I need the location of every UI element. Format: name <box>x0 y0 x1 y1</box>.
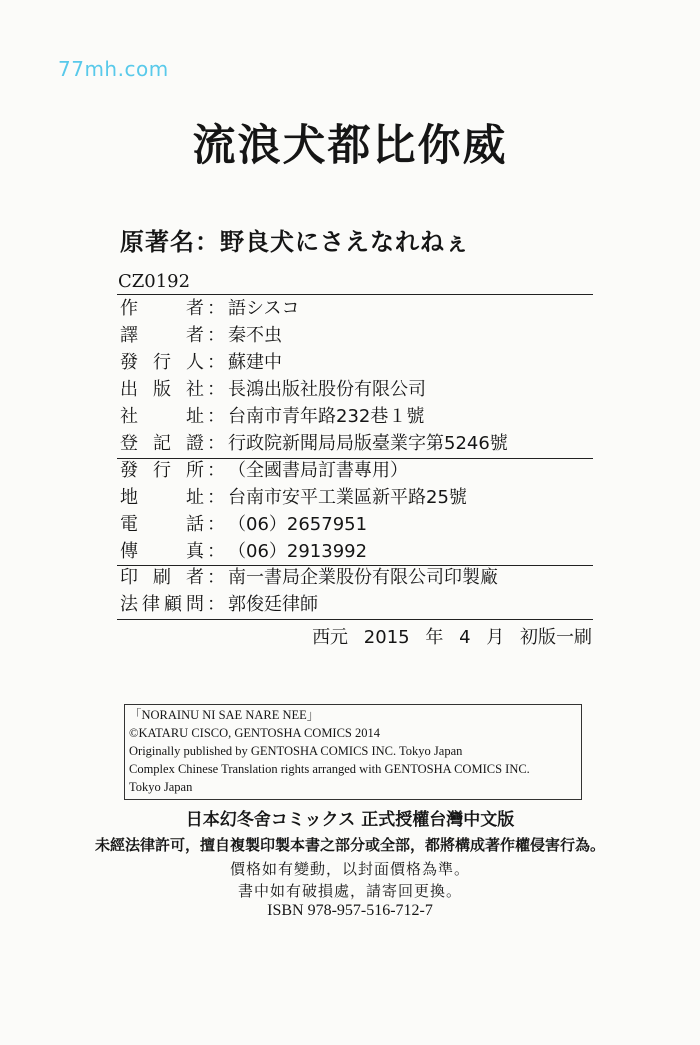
credit-colon: ： <box>207 352 225 373</box>
credit-value: 秦不虫 <box>228 325 282 346</box>
copyright-line: 「NORAINU NI SAE NARE NEE」 <box>129 708 320 722</box>
credit-label-char: 者 <box>186 325 204 346</box>
credit-colon: ： <box>207 406 225 427</box>
credit-colon: ： <box>207 567 225 588</box>
credit-label-char: 社 <box>120 406 138 427</box>
copyright-line: ©KATARU CISCO, GENTOSHA COMICS 2014 <box>129 726 381 740</box>
license-note: 日本幻冬舍コミックス 正式授權台灣中文版 <box>185 810 515 830</box>
credit-label-char: 版 <box>153 379 171 400</box>
credit-row <box>120 511 590 538</box>
edition-year: 2015 <box>363 627 410 648</box>
credit-label-char: 址 <box>186 487 204 508</box>
credit-colon: ： <box>207 541 225 562</box>
credit-label-char: 地 <box>120 487 138 508</box>
credit-label-char: 址 <box>186 406 204 427</box>
credit-label <box>120 322 204 349</box>
credit-value: 行政院新聞局局版臺業字第5246號 <box>228 433 508 454</box>
isbn: ISBN 978-957-516-712-7 <box>267 902 433 919</box>
credit-label <box>120 484 204 511</box>
credit-colon: ： <box>207 487 225 508</box>
credit-label-char: 發 <box>120 352 138 373</box>
edition-month-unit: 月 <box>486 627 505 648</box>
credit-row <box>120 376 590 403</box>
original-title: 原著名：野良犬にさえなれねぇ <box>120 228 470 256</box>
credit-colon: ： <box>207 379 225 400</box>
credit-label-char: 話 <box>186 514 204 535</box>
credit-value: 語シスコ <box>228 298 300 319</box>
credit-label-char: 者 <box>186 298 204 319</box>
credit-colon: ： <box>207 594 225 615</box>
credit-value: 蘇建中 <box>228 352 282 373</box>
copyright-line: Originally published by GENTOSHA COMICS INC. Tokyo Japan <box>129 744 463 758</box>
credit-row <box>120 484 590 511</box>
credit-colon: ： <box>207 325 225 346</box>
credit-label-char: 證 <box>186 433 204 454</box>
copyright-line: Tokyo Japan <box>129 780 193 794</box>
credit-label-char: 者 <box>186 567 204 588</box>
credit-label-char: 法 <box>120 594 138 615</box>
credit-label-char: 行 <box>153 352 171 373</box>
credit-colon: ： <box>207 514 225 535</box>
credit-colon: ： <box>207 460 225 481</box>
credit-label <box>120 376 204 403</box>
edition-line <box>312 623 592 649</box>
credit-value: 台南市安平工業區新平路25號 <box>228 487 467 508</box>
credit-label-char: 發 <box>120 460 138 481</box>
credit-label-char: 刷 <box>153 567 171 588</box>
credit-label-char: 印 <box>120 567 138 588</box>
credit-label-char: 人 <box>186 352 204 373</box>
credit-row <box>120 349 590 376</box>
price-note: 價格如有變動，以封面價格為準。 <box>229 860 470 878</box>
defect-note: 書中如有破損處，請寄回更換。 <box>237 882 462 900</box>
credit-label-char: 傳 <box>120 541 138 562</box>
credit-row <box>120 295 590 322</box>
credit-label-char: 顧 <box>164 594 182 615</box>
credit-label-char: 問 <box>186 594 204 615</box>
credit-row <box>120 538 590 565</box>
credit-label-char: 所 <box>186 460 204 481</box>
credit-colon: ： <box>207 298 225 319</box>
divider-edition <box>117 619 593 620</box>
edition-month: 4 <box>459 627 471 648</box>
credit-label-char: 出 <box>120 379 138 400</box>
credits-block <box>120 295 590 457</box>
distribution-block <box>120 457 590 565</box>
printing-block <box>120 564 590 618</box>
credit-value: 長鴻出版社股份有限公司 <box>228 379 426 400</box>
edition-printing: 初版一刷 <box>520 627 592 648</box>
edition-era: 西元 <box>312 627 349 648</box>
credit-value: （全國書局訂書專用） <box>228 460 408 481</box>
credit-label-char: 律 <box>142 594 160 615</box>
credit-label-char: 作 <box>120 298 138 319</box>
book-title: 流浪犬都比你威 <box>192 121 508 171</box>
credit-value: 南一書局企業股份有限公司印製廠 <box>228 567 498 588</box>
edition-year-unit: 年 <box>425 627 444 648</box>
copyright-box <box>124 704 582 800</box>
credit-label-char: 電 <box>120 514 138 535</box>
credit-row <box>120 403 590 430</box>
credit-value: （06）2913992 <box>228 541 368 562</box>
credit-label <box>120 403 204 430</box>
credit-label-char: 記 <box>153 433 171 454</box>
credit-row <box>120 591 590 618</box>
credit-row <box>120 564 590 591</box>
credit-label <box>120 564 204 591</box>
credit-label <box>120 511 204 538</box>
watermark-text: 77mh.com <box>58 57 169 81</box>
copyright-warning: 未經法律許可，擅自複製印製本書之部分或全部，都將構成著作權侵害行為。 <box>94 836 605 854</box>
credit-label-char: 譯 <box>120 325 138 346</box>
credit-value: 台南市青年路232巷１號 <box>228 406 425 427</box>
credit-label-char: 登 <box>120 433 138 454</box>
credit-value: 郭俊廷律師 <box>228 594 318 615</box>
credit-row <box>120 322 590 349</box>
credit-label-char: 行 <box>153 460 171 481</box>
copyright-line: Complex Chinese Translation rights arranged with GENTOSHA COMICS INC. <box>129 762 530 776</box>
credit-label <box>120 430 204 457</box>
credit-row <box>120 457 590 484</box>
credit-row <box>120 430 590 457</box>
credit-label-char: 社 <box>186 379 204 400</box>
credit-colon: ： <box>207 433 225 454</box>
credit-label <box>120 591 204 618</box>
credit-label <box>120 457 204 484</box>
credit-value: （06）2657951 <box>228 514 368 535</box>
credit-label-char: 真 <box>186 541 204 562</box>
credit-label <box>120 295 204 322</box>
credit-label <box>120 349 204 376</box>
catalog-code: CZ0192 <box>118 271 191 292</box>
credit-label <box>120 538 204 565</box>
